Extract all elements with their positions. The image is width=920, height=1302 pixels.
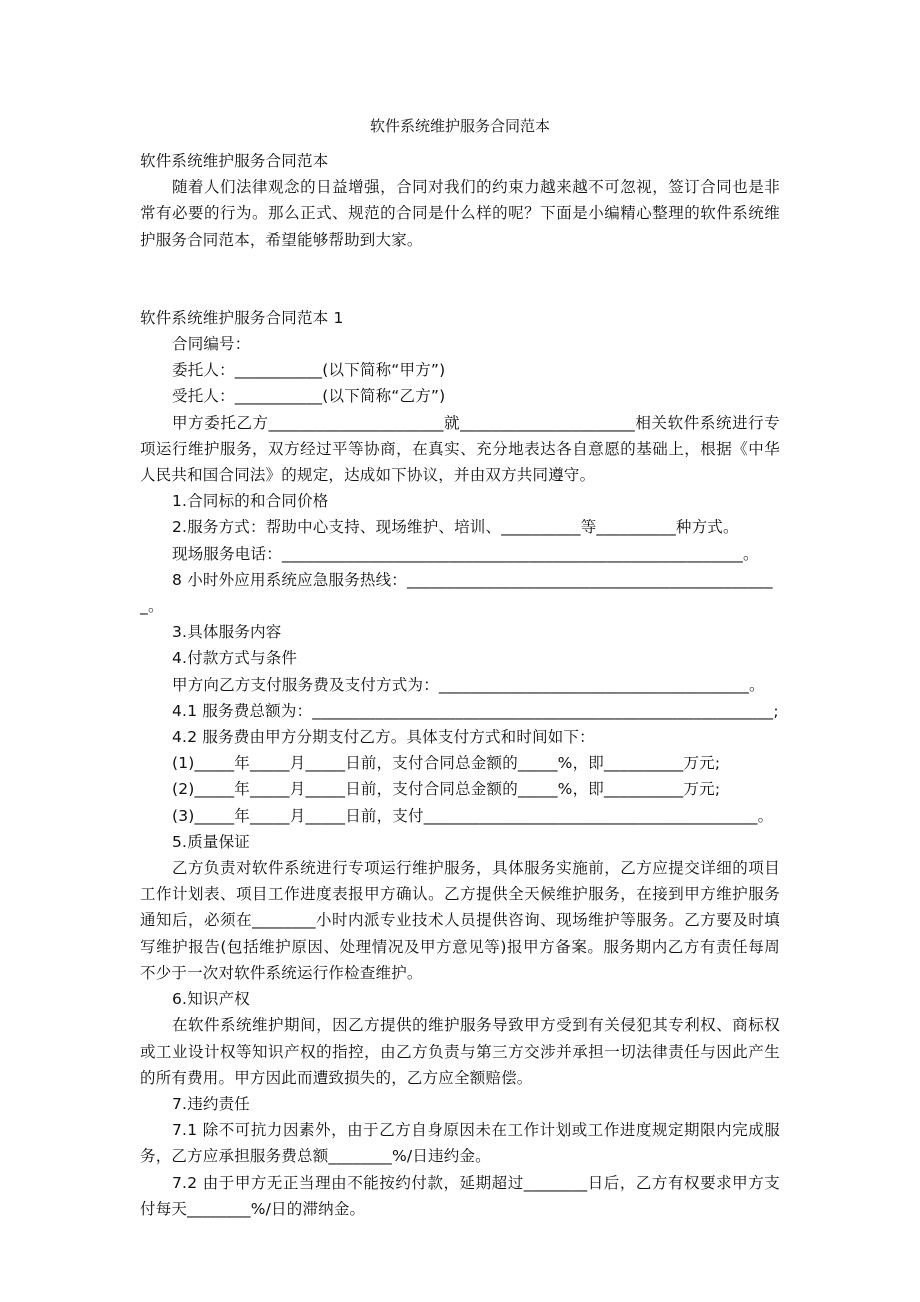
clause-2-service-method: 2.服务方式：帮助中心支持、现场维护、培训、__________等__________种方式。 — [172, 518, 739, 537]
payment-method-line: 甲方向乙方支付服务费及支付方式为：_______________________________________。 — [172, 675, 765, 694]
clause-7-1-paragraph: 7.1 除不可抗力因素外，由于乙方自身原因未在工作计划或工作进度规定期限内完成服务，乙方应承担服务费总额________%/日违约金。 — [140, 1121, 780, 1166]
contractor-line: 受托人：___________(以下简称“乙方”) — [172, 387, 446, 406]
clause-4-2-line: 4.2 服务费由甲方分期支付乙方。具体支付方式和时间如下： — [172, 728, 595, 747]
clause-4-1-line: 4.1 服务费总额为：__________________________________________________________; — [172, 701, 779, 720]
intro-paragraph: 随着人们法律观念的日益增强，合同对我们的约束力越来越不可忽视，签订合同也是非常有必要的行为。那么正式、规范的合同是什么样的呢？下面是小编精心整理的软件系统维护服务合同范本，希望能够帮助到大家。 — [140, 178, 780, 249]
section-spacer — [140, 253, 780, 305]
document-body — [140, 148, 780, 1222]
section-title: 软件系统维护服务合同范本 1 — [140, 308, 344, 327]
clause-7-2-paragraph: 7.2 由于甲方无正当理由不能按约付款，延期超过________日后，乙方有权要求甲方支付每天________%/日的滞纳金。 — [140, 1173, 780, 1218]
onsite-phone-line: 现场服务电话：__________________________________________________________。 — [172, 544, 759, 563]
quality-paragraph: 乙方负责对软件系统进行专项运行维护服务，具体服务实施前，乙方应提交详细的项目工作计划表、项目工作进度表报甲方确认。乙方提供全天候维护服务，在接到甲方维护服务通知后，必须在________小时内派专业技术人员提供咨询、现场维护等服务。乙方要及时填写维护报告(包括维护原因、处理情况及甲方意见等)报甲方备案。服务期内乙方有责任每周不少于一次对软件系统运行作检查维护。 — [140, 859, 780, 982]
ip-paragraph: 在软件系统维护期间，因乙方提供的维护服务导致甲方受到有关侵犯其专利权、商标权或工业设计权等知识产权的指控，由乙方负责与第三方交涉并承担一切法律责任与因此产生的所有费用。甲方因此而遭致损失的，乙方应全额赔偿。 — [140, 1016, 780, 1087]
document-title: 软件系统维护服务合同范本 — [369, 117, 550, 135]
payment-installment-2: (2)_____年_____月_____日前，支付合同总金额的_____%，即__________万元; — [172, 780, 721, 799]
commission-paragraph: 甲方委托乙方______________________就______________________相关软件系统进行专项运行维护服务，双方经过平等协商，在真实、充分地表达各自意愿的基础上，根据《中华人民共和国合同法》的规定，达成如下协议，并由双方共同遵守。 — [140, 413, 780, 485]
client-line: 委托人：___________(以下简称“甲方”) — [172, 361, 446, 380]
payment-installment-1: (1)_____年_____月_____日前，支付合同总金额的_____%，即__________万元; — [172, 754, 721, 773]
hotline-line: 8 小时外应用系统应急服务热线：_______________________________________________。 — [140, 570, 773, 616]
clause-6-heading: 6.知识产权 — [172, 990, 250, 1009]
document-heading: 软件系统维护服务合同范本 — [140, 152, 329, 170]
contract-number-line: 合同编号： — [172, 335, 251, 354]
clause-1-heading: 1.合同标的和合同价格 — [172, 492, 329, 511]
payment-installment-3: (3)_____年_____月_____日前，支付__________________________________________。 — [172, 806, 774, 825]
clause-3-heading: 3.具体服务内容 — [172, 623, 282, 642]
clause-4-heading: 4.付款方式与条件 — [172, 649, 298, 668]
clause-5-heading: 5.质量保证 — [172, 832, 250, 851]
clause-7-heading: 7.违约责任 — [172, 1094, 250, 1113]
